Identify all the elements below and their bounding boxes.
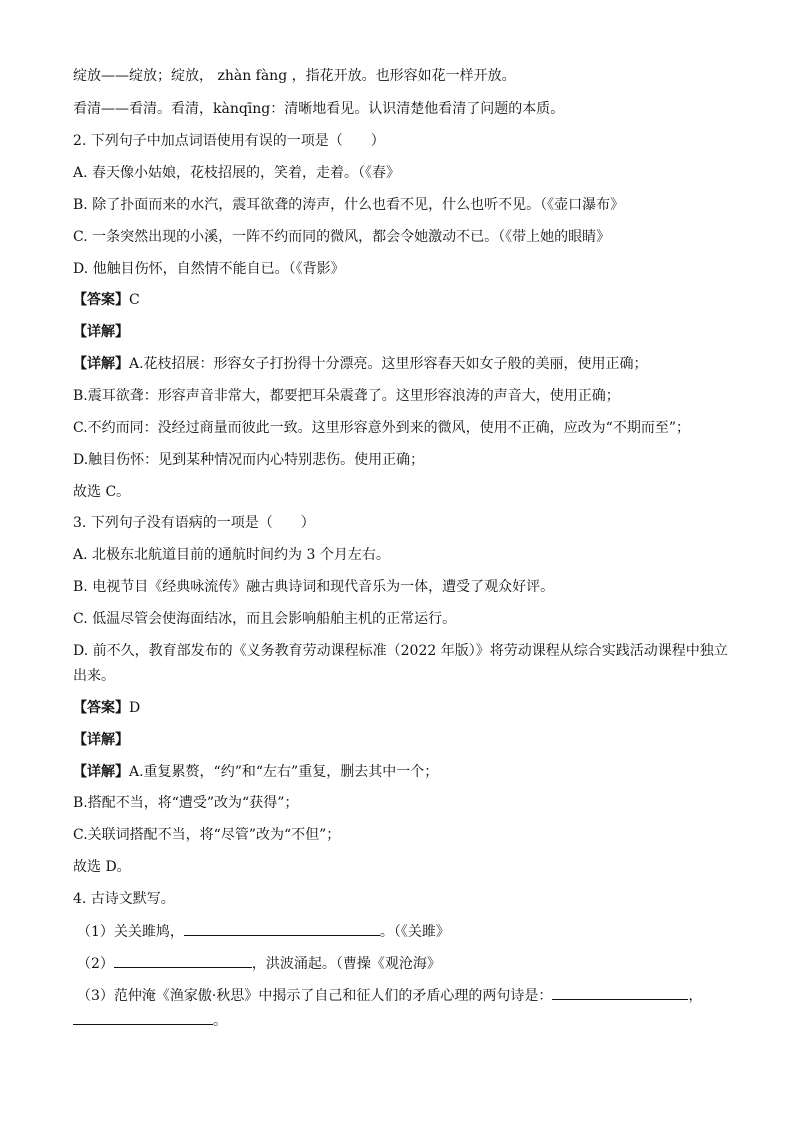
- question-4-item-2: [77, 953, 737, 974]
- question-2-option-b: B. 除了扑面而来的水汽，震耳欲聋的涛声，什么也看不见，什么也听不见。（《壶口瀑布》: [73, 197, 625, 213]
- detail-heading-label: 详解: [87, 324, 115, 340]
- text-line: 绽放——绽放；绽放， zhàn fàng ，指花开放。也形容如花一样开放。: [73, 68, 516, 84]
- detail-tag: 【详解】: [73, 356, 129, 372]
- answer-value: C: [129, 292, 140, 308]
- fill-blank[interactable]: [552, 985, 688, 1000]
- item-text: 。: [213, 1013, 227, 1029]
- question-3-answer: [73, 698, 733, 718]
- detail-tag: 【详解】: [73, 764, 129, 780]
- detail-line: C.关联词搭配不当，将“尽管”改为“不但”；: [73, 827, 341, 843]
- question-2-option-d: D. 他触目伤怀，自然情不能自已。（《背影》: [73, 261, 345, 277]
- detail-heading-label: 详解: [87, 732, 115, 748]
- item-text: （1）关关雎鸠，: [77, 924, 184, 940]
- question-3-option-b: B. 电视节目《经典咏流传》融古典诗词和现代音乐为一体，遭受了观众好评。: [73, 579, 555, 595]
- question-3-option-a: A. 北极东北航道目前的通航时间约为 3 个月左右。: [73, 547, 390, 563]
- detail-line: C.不约而同：没经过商量而彼此一致。这里形容意外到来的微风，使用不正确，应改为“不期而至”；: [73, 420, 690, 436]
- answer-tag: 【答案】: [73, 292, 129, 308]
- detail-text: A.花枝招展：形容女子打扮得十分漂亮。这里形容春天如女子般的美丽，使用正确；: [129, 356, 648, 372]
- detail-line: D.触目伤怀：见到某种情况而内心特别悲伤。使用正确；: [73, 452, 425, 468]
- item-text: （3）范仲淹《渔家傲·秋思》中揭示了自己和征人们的矛盾心理的两句诗是：: [77, 988, 553, 1004]
- detail-text: A.重复累赘，“约”和“左右”重复，删去其中一个；: [129, 764, 439, 780]
- answer-tag: 【答案】: [73, 700, 129, 716]
- question-4-item-3-cont: [73, 1010, 733, 1031]
- question-3-stem: 3. 下列句子没有语病的一项是（ ）: [73, 515, 315, 531]
- detail-line: [73, 354, 733, 374]
- question-4-item-3: [77, 985, 717, 1006]
- detail-line: [73, 762, 733, 782]
- question-2-answer: [73, 290, 733, 310]
- detail-line: B.搭配不当，将“遭受”改为“获得”；: [73, 795, 299, 811]
- detail-heading: 【详解】: [73, 324, 129, 340]
- detail-heading: 【详解】: [73, 732, 129, 748]
- text-line: 看清——看清。看清，kànqīng：清晰地看见。认识清楚他看清了问题的本质。: [73, 101, 565, 117]
- question-4-item-1: [77, 921, 737, 942]
- conclusion-line: 故选 D。: [73, 859, 131, 875]
- fill-blank[interactable]: [184, 921, 380, 936]
- question-3-option-c: C. 低温尽管会使海面结冰，而且会影响船舶主机的正常运行。: [73, 611, 457, 627]
- question-3-option-d: D. 前不久，教育部发布的《义务教育劳动课程标准（2022 年版）》将劳动课程从综合实践活动课程中独立: [73, 643, 728, 659]
- conclusion-line: 故选 C。: [73, 484, 131, 500]
- detail-line: B.震耳欲聋：形容声音非常大，都要把耳朵震聋了。这里形容浪涛的声音大，使用正确；: [73, 388, 620, 404]
- item-text: ，洪波涌起。（曹操《观沧海》: [251, 956, 441, 972]
- item-text: 。（《关雎》: [379, 924, 450, 940]
- question-4-stem: 4. 古诗文默写。: [73, 891, 175, 907]
- item-text: （2）: [77, 956, 114, 972]
- answer-value: D: [129, 700, 141, 716]
- question-2-option-a: A. 春天像小姑娘，花枝招展的，笑着，走着。（《春》: [73, 165, 401, 181]
- fill-blank[interactable]: [114, 953, 252, 968]
- item-text: ，: [688, 988, 703, 1004]
- question-2-stem: 2. 下列句子中加点词语使用有误的一项是（ ）: [73, 133, 385, 149]
- question-2-option-c: C. 一条突然出现的小溪，一阵不约而同的微风，都会令她激动不已。（《带上她的眼睛》: [73, 229, 611, 245]
- fill-blank[interactable]: [73, 1010, 213, 1025]
- question-3-option-d-cont: 出来。: [73, 668, 115, 684]
